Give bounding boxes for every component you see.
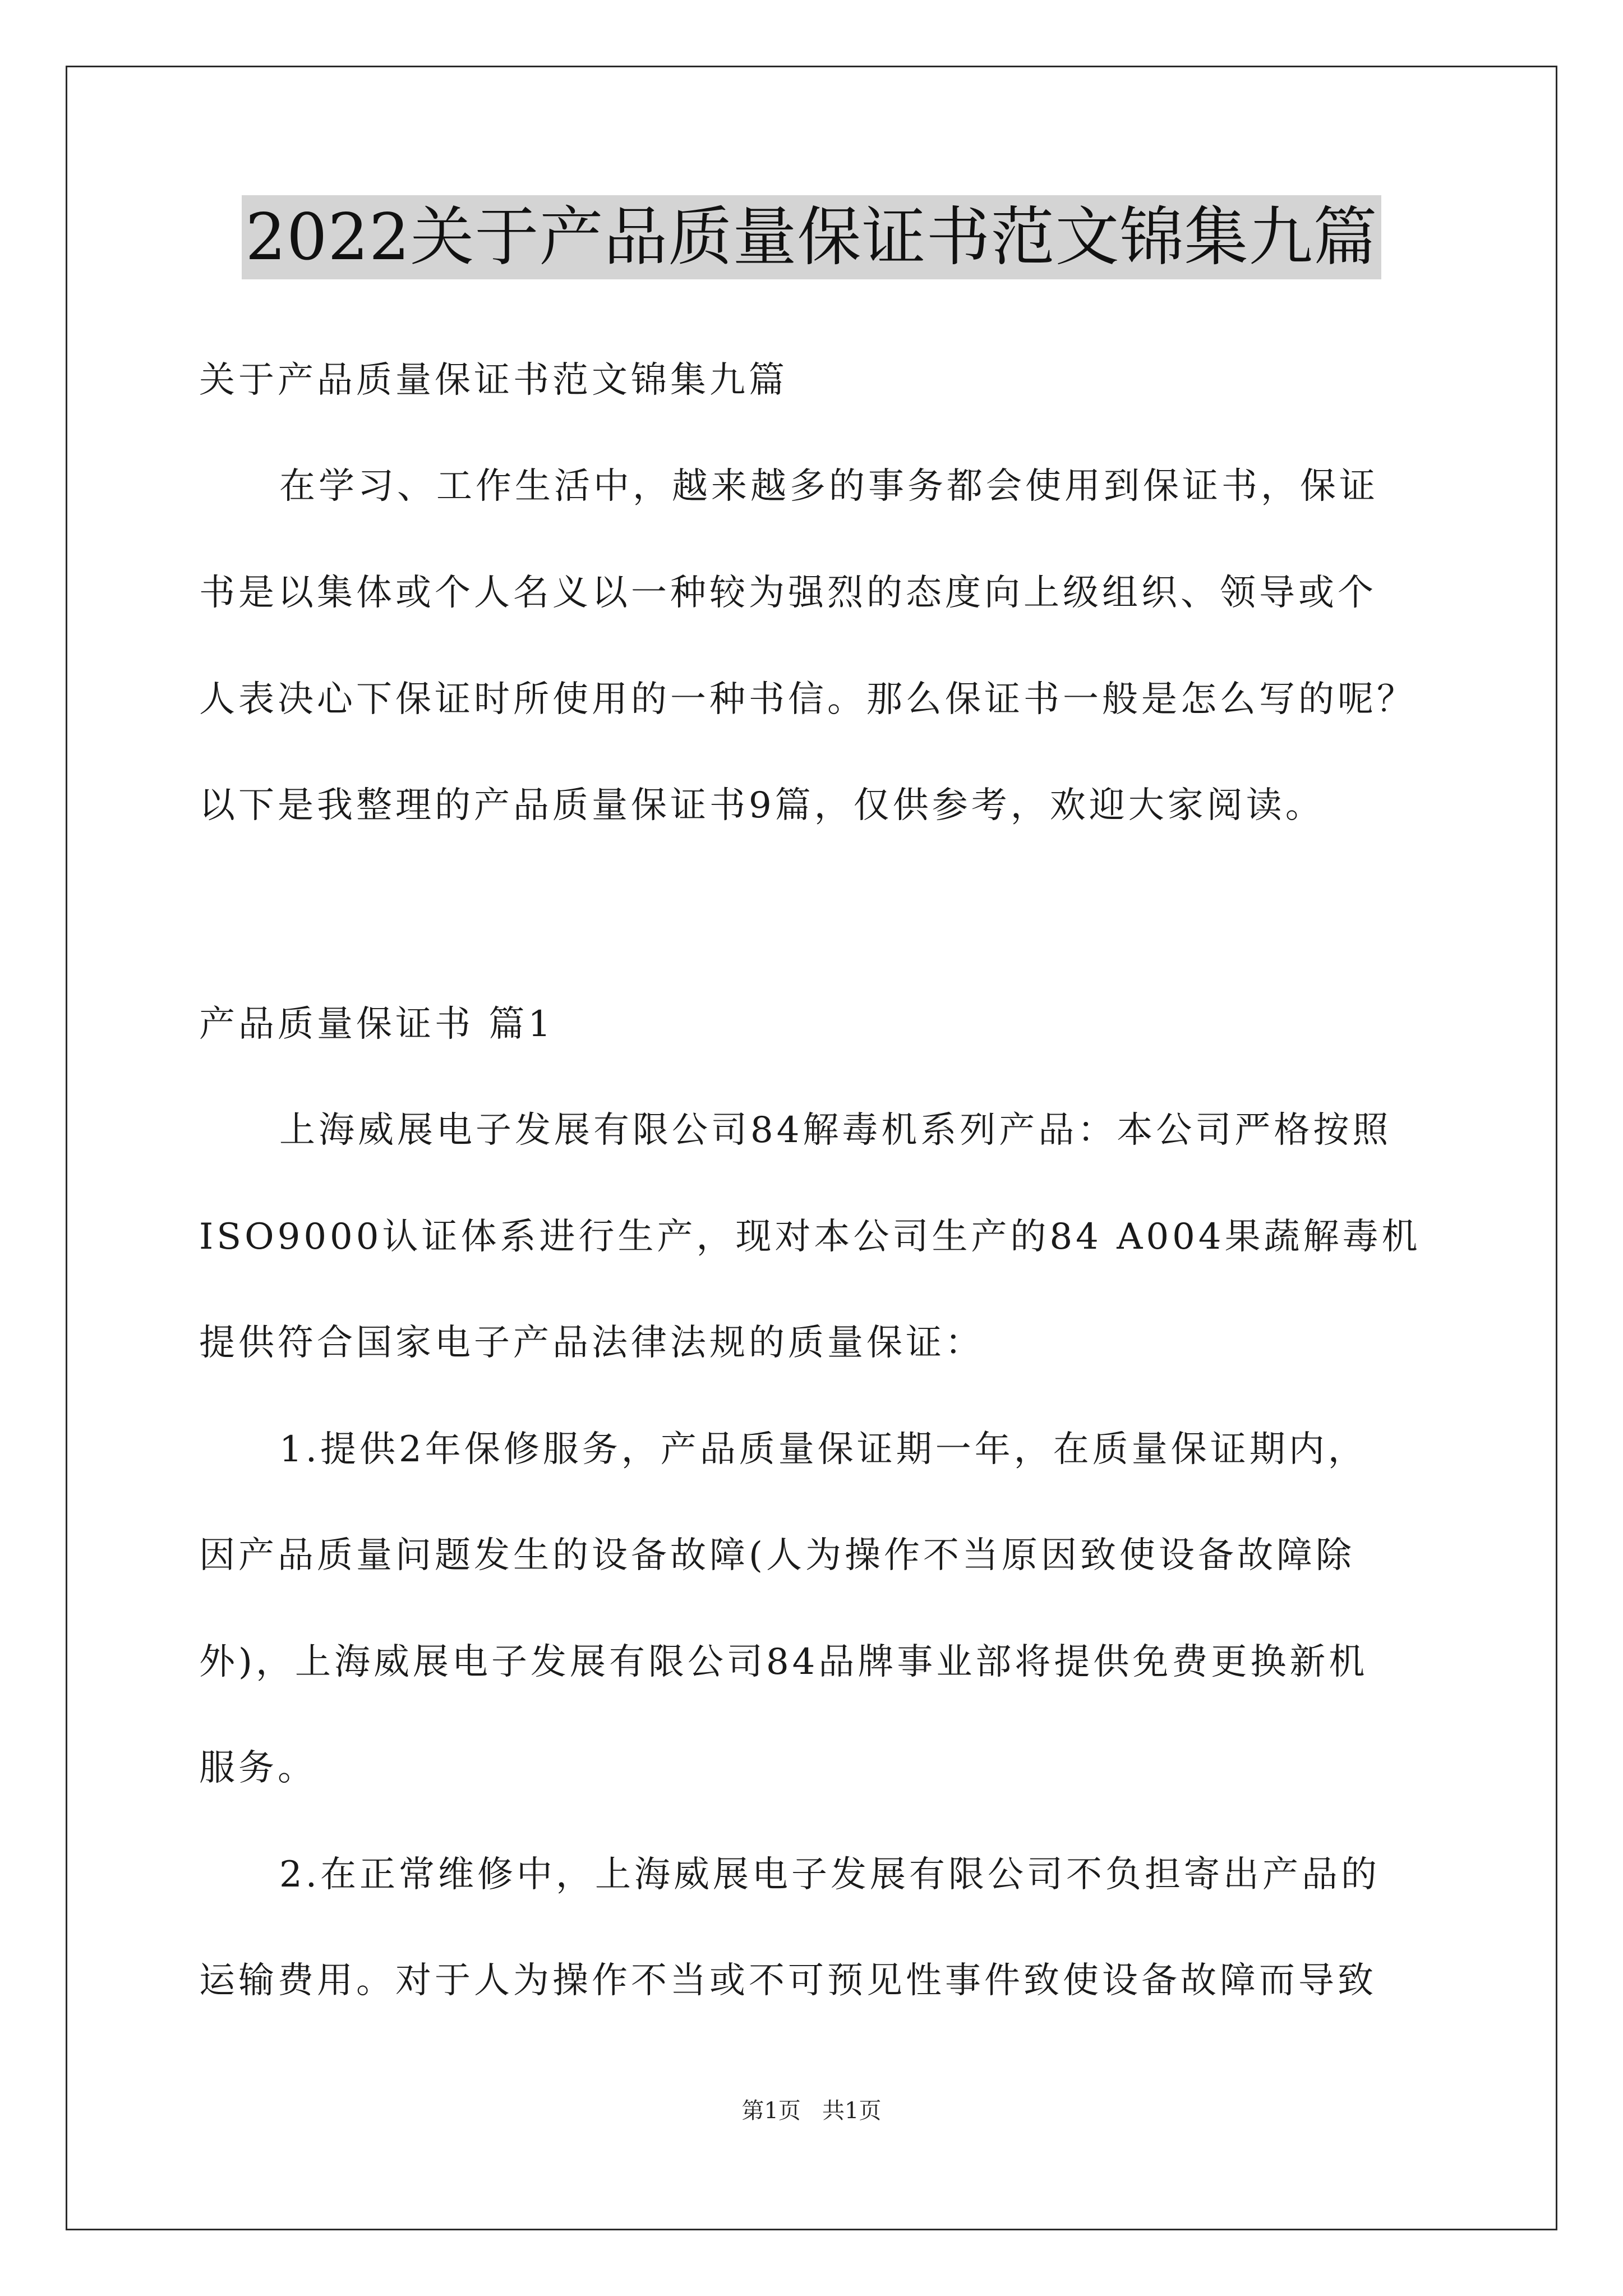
paragraph-line: 上海威展电子发展有限公司84解毒机系列产品：本公司严格按照 (279, 1110, 1392, 1151)
page-footer: 第1页 共1页 (741, 2098, 882, 2124)
item-line: 因产品质量问题发生的设备故障(人为操作不当原因致使设备故障除 (199, 1535, 1355, 1576)
intro-line: 人表决心下保证时所使用的一种书信。那么保证书一般是怎么写的呢？ (199, 679, 1416, 720)
item-line: 运输费用。对于人为操作不当或不可预见性事件致使设备故障而导致 (199, 1960, 1377, 2001)
document-subtitle: 关于产品质量保证书范文锦集九篇 (199, 360, 788, 401)
intro-line: 以下是我整理的产品质量保证书9篇，仅供参考，欢迎大家阅读。 (199, 785, 1325, 826)
section-heading: 产品质量保证书 篇1 (199, 1004, 555, 1045)
item-line: 1.提供2年保修服务，产品质量保证期一年，在质量保证期内， (279, 1429, 1367, 1470)
document-title: 2022关于产品质量保证书范文锦集九篇 (242, 195, 1381, 279)
item-line: 外)，上海威展电子发展有限公司84品牌事业部将提供免费更换新机 (199, 1641, 1368, 1683)
item-line: 服务。 (199, 1747, 317, 1789)
paragraph-line: 提供符合国家电子产品法律法规的质量保证： (199, 1322, 984, 1364)
paragraph-line: ISO9000认证体系进行生产，现对本公司生产的84 A004果蔬解毒机 (199, 1216, 1421, 1258)
intro-line: 在学习、工作生活中，越来越多的事务都会使用到保证书，保证 (279, 466, 1378, 507)
title-wrap (0, 195, 1623, 279)
item-line: 2.在正常维修中，上海威展电子发展有限公司不负担寄出产品的 (279, 1854, 1381, 1895)
intro-line: 书是以集体或个人名义以一种较为强烈的态度向上级组织、领导或个 (199, 572, 1377, 614)
